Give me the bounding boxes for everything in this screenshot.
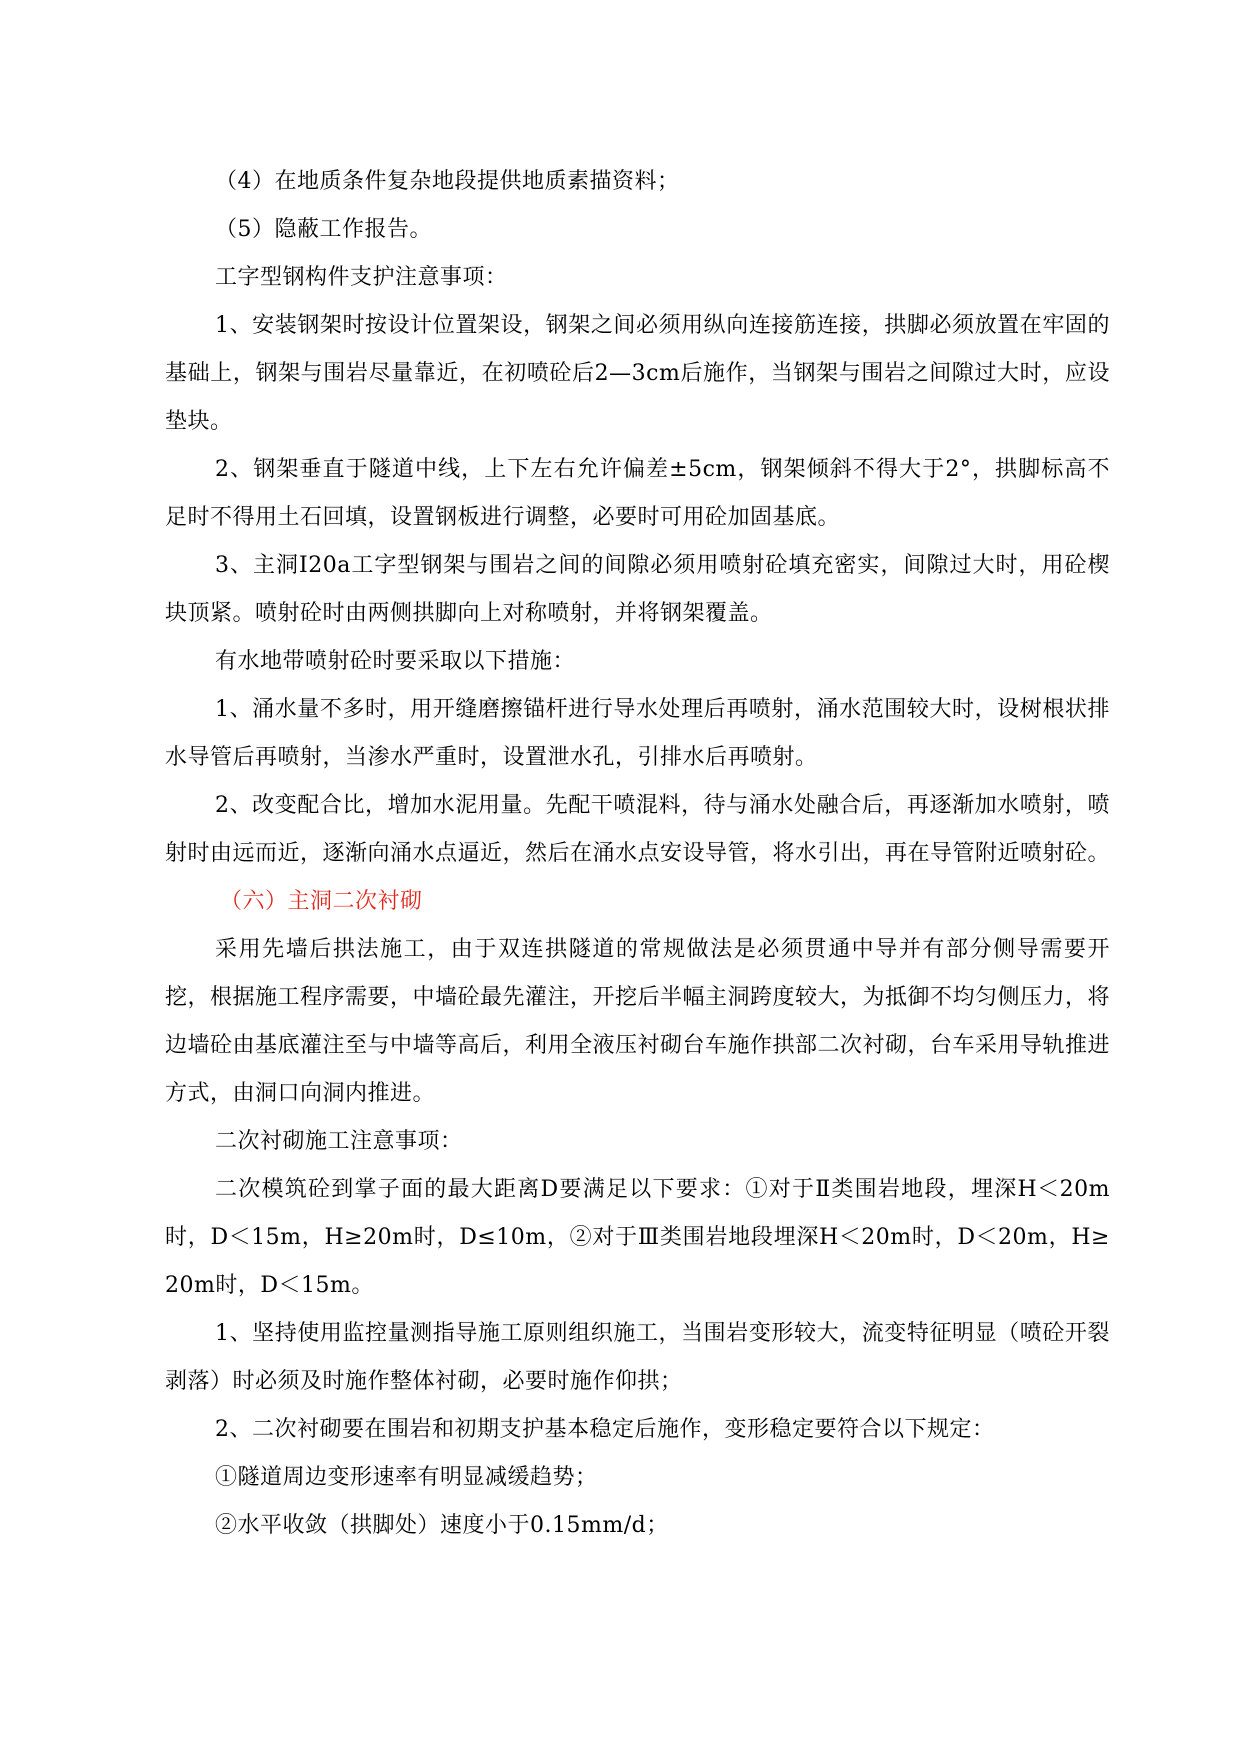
paragraph-stability-rule-1: ①隧道周边变形速率有明显减缓趋势； — [215, 1465, 598, 1490]
paragraph-water-measure-2: 2、改变配合比，增加水泥用量。先配干喷混料，待与涌水处融合后，再逐渐加水喷射，喷射时由远而近，逐渐向涌水点逼近，然后在涌水点安设导管，将水引出，再在导管附近喷射砼。 — [165, 793, 1111, 866]
document-body — [165, 158, 1110, 1550]
paragraph-lining-notes: 二次衬砌施工注意事项： — [215, 1129, 463, 1154]
paragraph-item-5: （5）隐蔽工作报告。 — [215, 217, 432, 242]
paragraph-lining-method: 采用先墙后拱法施工，由于双连拱隧道的常规做法是必须贯通中导并有部分侧导需要开挖，根据施工程序需要，中墙砼最先灌注，开挖后半幅主洞跨度较大，为抵御不均匀侧压力，将边墙砼由基底灌注至与中墙等高后，利用全液压衬砌台车施作拱部二次衬砌，台车采用导轨推进方式，由洞口向洞内推进。 — [165, 937, 1111, 1106]
paragraph-steel-note-2: 2、钢架垂直于隧道中线，上下左右允许偏差±5cm，钢架倾斜不得大于2°，拱脚标高不足时不得用土石回填，设置钢板进行调整，必要时可用砼加固基底。 — [165, 457, 1110, 530]
paragraph-lining-distance: 二次模筑砼到掌子面的最大距离D要满足以下要求：①对于Ⅱ类围岩地段，埋深H＜20m时，D＜15m，H≥20m时，D≤10m，②对于Ⅲ类围岩地段埋深H＜20m时，D＜20m，H≥20m时，D＜15m。 — [165, 1177, 1110, 1298]
paragraph-lining-note-1: 1、坚持使用监控量测指导施工原则组织施工，当围岩变形较大，流变特征明显（喷砼开裂剥落）时必须及时施作整体衬砌，必要时施作仰拱； — [165, 1321, 1110, 1394]
paragraph-steel-note-1: 1、安装钢架时按设计位置架设，钢架之间必须用纵向连接筋连接，拱脚必须放置在牢固的基础上，钢架与围岩尽量靠近，在初喷砼后2—3cm后施作，当钢架与围岩之间隙过大时，应设垫块。 — [165, 313, 1110, 434]
paragraph-water-measure-1: 1、涌水量不多时，用开缝磨擦锚杆进行导水处理后再喷射，涌水范围较大时，设树根状排水导管后再喷射，当渗水严重时，设置泄水孔，引排水后再喷射。 — [165, 697, 1110, 770]
paragraph-item-4: （4）在地质条件复杂地段提供地质素描资料； — [215, 169, 680, 194]
paragraph-stability-rule-2: ②水平收敛（拱脚处）速度小于0.15mm/d； — [215, 1513, 669, 1538]
paragraph-steel-support-notes: 工字型钢构件支护注意事项： — [215, 265, 508, 290]
paragraph-water-measures: 有水地带喷射砼时要采取以下措施： — [215, 649, 576, 674]
paragraph-lining-note-2: 2、二次衬砌要在围岩和初期支护基本稳定后施作，变形稳定要符合以下规定： — [215, 1417, 995, 1442]
section-heading-secondary-lining: （六）主洞二次衬砌 — [220, 889, 423, 914]
paragraph-steel-note-3: 3、主洞I20a工字型钢架与围岩之间的间隙必须用喷射砼填充密实，间隙过大时，用砼楔块顶紧。喷射砼时由两侧拱脚向上对称喷射，并将钢架覆盖。 — [165, 553, 1110, 626]
